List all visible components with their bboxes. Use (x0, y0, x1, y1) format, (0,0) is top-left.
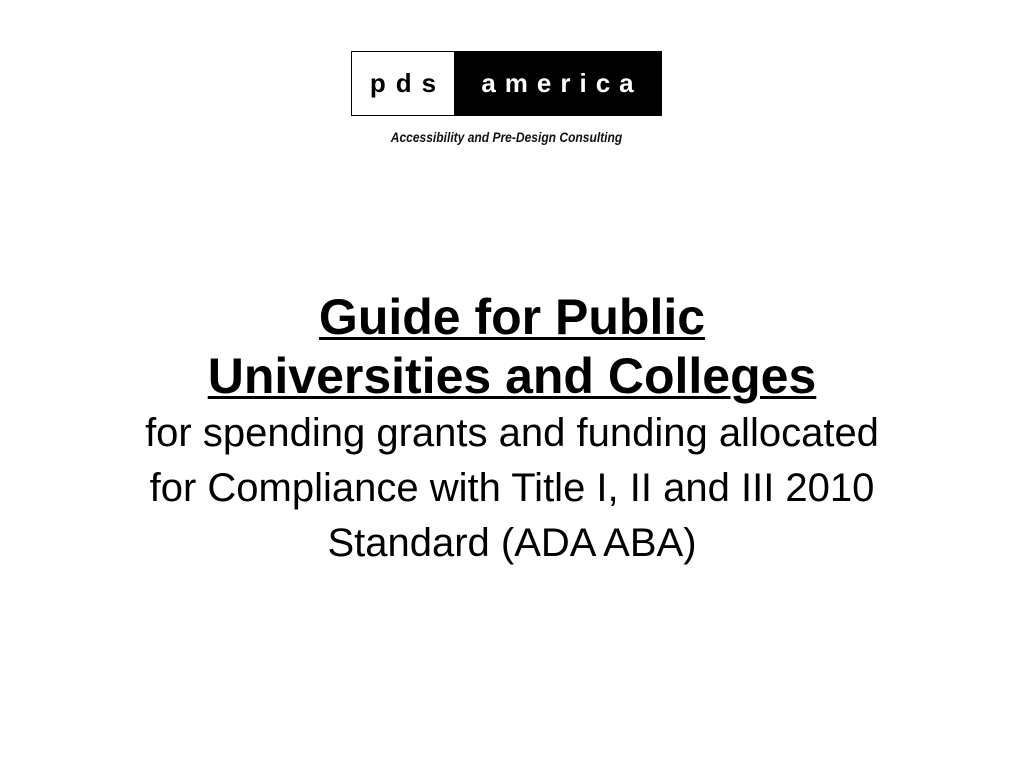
slide-subtitle-line-2: for Compliance with Title I, II and III 2010 (149, 466, 875, 510)
logo-wordmark (351, 51, 662, 116)
slide-subtitle-line-3: Standard (ADA ABA) (327, 521, 697, 565)
slide-title-block (0, 288, 1024, 571)
pds-america-logo (351, 51, 662, 161)
slide-title-line-1: Guide for Public (318, 289, 706, 345)
slide-title-line-2: Universities and Colleges (207, 348, 817, 404)
logo-tagline: Accessibility and Pre-Design Consulting (390, 129, 623, 145)
slide-subtitle-line-1: for spending grants and funding allocated (145, 411, 879, 455)
logo-america-text: america (454, 52, 661, 115)
logo-pds-text: pds (352, 52, 454, 115)
